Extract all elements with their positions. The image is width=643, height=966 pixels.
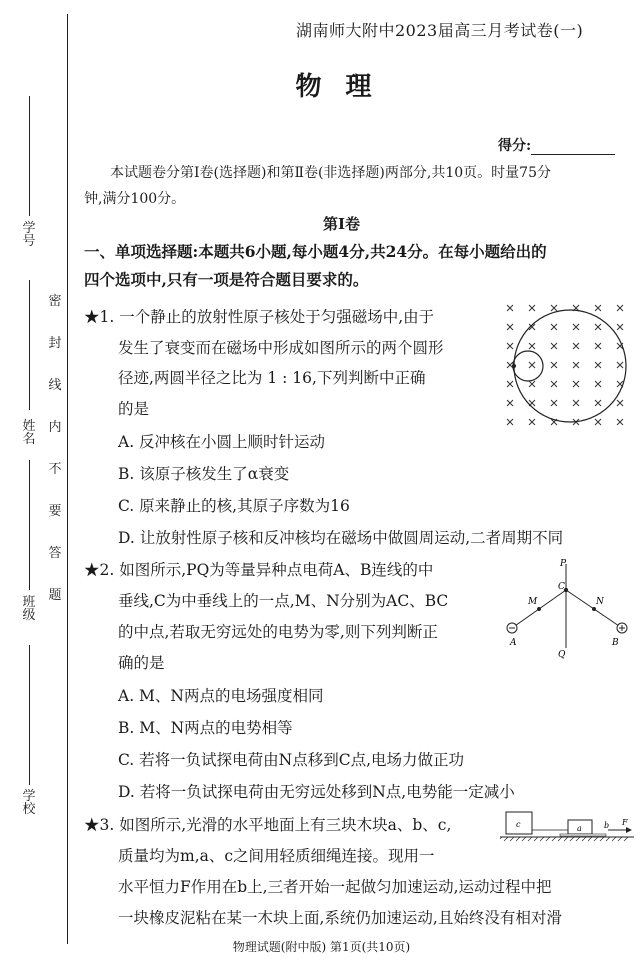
ground-hatch (600, 837, 604, 841)
ground-hatch (504, 837, 508, 841)
field-cross-icon (595, 324, 601, 330)
ground-hatch (500, 837, 502, 841)
q2-option-a: A. M、N两点的电场强度相同 (118, 687, 324, 705)
ground-hatch (582, 837, 586, 841)
field-cross-icon (507, 324, 513, 330)
class-label: 班 级 (22, 595, 36, 623)
field-cross-icon (595, 381, 601, 387)
label-m: M (528, 597, 538, 607)
section-title: 第Ⅰ卷 (322, 215, 361, 233)
section-instruction-2: 四个选项中,只有一项是符合题目要求的。 (84, 270, 369, 289)
field-cross-icon (595, 343, 601, 349)
ground-hatch (570, 837, 574, 841)
field-cross-icon (595, 362, 601, 368)
score-label: 得分: (498, 138, 532, 154)
q1-magnetic-field-figure (500, 300, 634, 430)
ground-hatch (528, 837, 532, 841)
point-n (592, 607, 596, 611)
label-p: P (560, 559, 567, 569)
field-cross-icon (617, 305, 623, 311)
q2-line-1: ★2. 如图所示,PQ为等量异种点电荷A、B连线的中 (84, 561, 434, 579)
binding-line (67, 14, 68, 944)
subject-title: 物理 (295, 72, 396, 102)
exam-title: 湖南师大附中2023届高三月考试卷(一) (296, 21, 584, 40)
field-cross-icon (551, 343, 557, 349)
ground-hatch (522, 837, 526, 841)
ground-hatch (588, 837, 592, 841)
field-cross-icon (507, 362, 513, 368)
label-n: N (596, 597, 604, 607)
arrow-head-icon (626, 827, 632, 833)
q2-option-b: B. M、N两点的电势相等 (118, 719, 293, 737)
field-cross-icon (595, 400, 601, 406)
q3-line-1: ★3. 如图所示,光滑的水平地面上有三块木块a、b、c, (84, 816, 452, 834)
label-block-c: c (516, 820, 521, 829)
label-block-a: a (577, 824, 582, 833)
field-cross-icon (573, 381, 579, 387)
student-id-label: 学 号 (22, 221, 36, 249)
field-cross-icon (529, 343, 535, 349)
field-cross-icon (595, 305, 601, 311)
intro-line-2: 钟,满分100分。 (84, 191, 186, 207)
field-cross-icon (617, 400, 623, 406)
q2-line-3: 的中点,若取无穷远处的电势为零,则下列判断正 (118, 623, 438, 641)
ground-hatch (612, 837, 616, 841)
label-force-f: F (622, 818, 628, 827)
field-cross-icon (507, 343, 513, 349)
ground-hatch (606, 837, 610, 841)
ground-hatch (516, 837, 520, 841)
page-footer: 物理试题(附中版) 第1页(共10页) (232, 940, 411, 954)
q2-line-2: 垂线,C为中垂线上的一点,M、N分别为AC、BC (118, 592, 449, 610)
q1-line-2: 发生了衰变而在磁场中形成如图所示的两个圆形 (118, 339, 444, 357)
name-blank (29, 280, 30, 410)
field-cross-icon (529, 419, 535, 425)
label-block-b: b (604, 821, 610, 830)
ground-hatch (564, 837, 568, 841)
field-cross-icon (595, 419, 601, 425)
field-cross-icon (529, 362, 535, 368)
q1-option-b: B. 该原子核发生了α衰变 (118, 465, 290, 483)
q1-line-4: 的是 (118, 400, 150, 418)
class-blank (29, 460, 30, 590)
q1-option-c: C. 原来静止的核,其原子序数为16 (118, 497, 350, 515)
ground-hatch (552, 837, 556, 841)
q1-line-1: ★1. 一个静止的放射性原子核处于匀强磁场中,由于 (84, 308, 435, 326)
ground-hatch (558, 837, 562, 841)
small-circle-track (513, 351, 543, 381)
label-b: B (612, 638, 619, 648)
field-cross-icon (507, 400, 513, 406)
field-cross-icon (507, 305, 513, 311)
q1-option-a: A. 反冲核在小圆上顺时针运动 (118, 433, 326, 451)
point-m (537, 607, 541, 611)
field-cross-icon (617, 419, 623, 425)
field-cross-icon (551, 324, 557, 330)
score-field (498, 135, 615, 155)
q1-option-d: D. 让放射性原子核和反冲核均在磁场中做圆周运动,二者周期不同 (118, 529, 564, 547)
label-c: C (558, 582, 565, 592)
field-cross-icon (573, 400, 579, 406)
q3-blocks-figure (500, 806, 634, 842)
seal-line-text: 密 封 线 内 不 要 答 题 (48, 294, 62, 603)
field-cross-icon (573, 362, 579, 368)
field-cross-icon (573, 343, 579, 349)
q2-option-d: D. 若将一负试探电荷由无穷远处移到N点,电势能一定减小 (118, 783, 515, 801)
field-cross-icon (507, 419, 513, 425)
q3-line-3: 水平恒力F作用在b上,三者开始一起做匀加速运动,运动过程中把 (118, 878, 552, 896)
field-cross-icon (617, 324, 623, 330)
ground-hatch (576, 837, 580, 841)
ground-hatch (540, 837, 544, 841)
q2-charges-figure (502, 556, 638, 660)
field-cross-icon (529, 381, 535, 387)
q3-line-2: 质量均为m,a、c之间用轻质细绳连接。现用一 (118, 847, 435, 865)
q2-line-4: 确的是 (118, 654, 165, 672)
field-cross-icon (529, 305, 535, 311)
ground-hatch (624, 837, 628, 841)
ground-hatch (594, 837, 598, 841)
school-blank (29, 645, 30, 785)
ground-hatch (546, 837, 550, 841)
ground-hatch (618, 837, 622, 841)
student-id-blank (29, 96, 30, 216)
ground-hatch (510, 837, 514, 841)
block-b (560, 834, 606, 836)
ground-hatch (534, 837, 538, 841)
field-cross-icon (551, 305, 557, 311)
q2-option-c: C. 若将一负试探电荷由N点移到C点,电场力做正功 (118, 751, 465, 769)
label-q: Q (558, 650, 566, 660)
section-instruction-1: 一、单项选择题:本题共6小题,每小题4分,共24分。在每小题给出的 (84, 242, 547, 261)
score-blank (531, 140, 615, 155)
label-a: A (510, 638, 517, 648)
field-cross-icon (507, 381, 513, 387)
field-cross-icon (551, 400, 557, 406)
field-cross-icon (573, 324, 579, 330)
name-label: 姓 名 (22, 419, 36, 447)
field-cross-icon (617, 362, 623, 368)
school-label: 学 校 (22, 789, 36, 817)
intro-line-1: 本试题卷分第Ⅰ卷(选择题)和第Ⅱ卷(非选择题)两部分,共10页。时量75分 (110, 165, 551, 181)
field-cross-icon (551, 362, 557, 368)
field-cross-icon (551, 381, 557, 387)
q3-line-4: 一块橡皮泥粘在某一木块上面,系统仍加速运动,且始终没有相对滑 (118, 909, 562, 927)
decay-point (512, 364, 516, 368)
q1-line-3: 径迹,两圆半径之比为 1 : 16,下列判断中正确 (118, 369, 426, 387)
